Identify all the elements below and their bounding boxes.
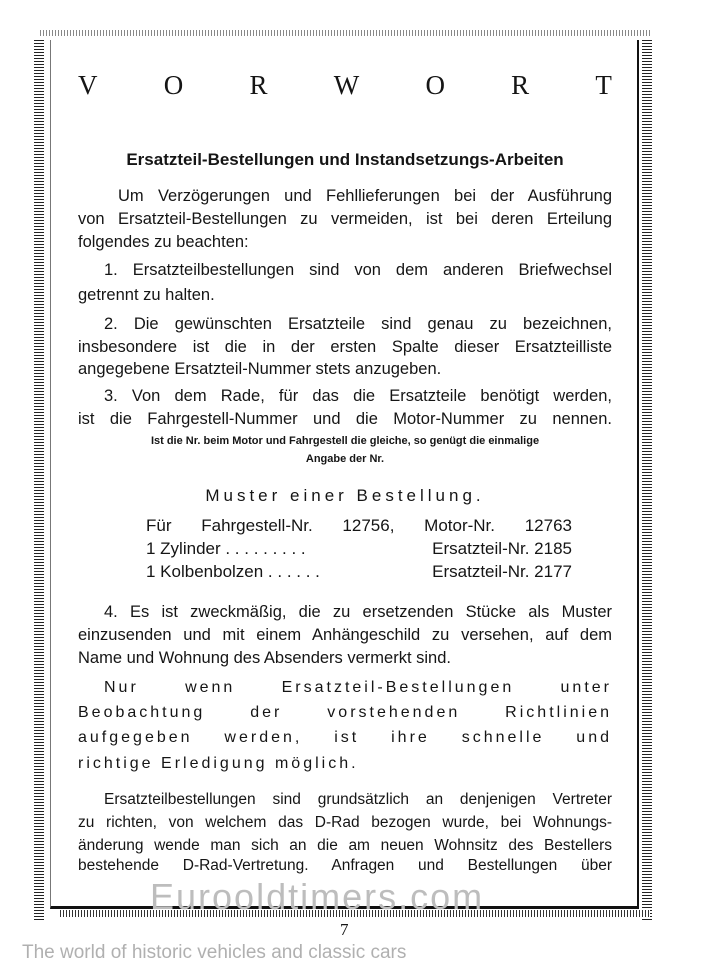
text-line: zu richten, von welchem das D-Rad bezogen wurde, bei Wohnungs-: [78, 814, 612, 831]
title-letter: V: [78, 70, 98, 100]
text-line: Um Verzögerungen und Fehllieferungen bei der Ausführung: [118, 187, 612, 205]
text-line: Ersatzteilbestellungen sind grundsätzlich an denjenigen Vertreter: [104, 791, 612, 808]
item-part: Ersatzteil-Nr. 2177: [432, 562, 572, 581]
scan-edge-left: [34, 40, 44, 920]
note-line: Angabe der Nr.: [305, 453, 385, 465]
text-line: ist die Fahrgestell-Nummer und die Motor-Nummer zu nennen.: [78, 410, 612, 428]
text-line: änderung wende man sich an die am neuen Wohnsitz des Bestellers: [78, 837, 612, 854]
watermark-tagline: The world of historic vehicles and classic cars: [22, 942, 407, 963]
example-item: [146, 539, 572, 559]
title-letter: T: [595, 70, 612, 100]
watermark: Eurooldtimers.com: [150, 876, 485, 917]
section-heading: Ersatzteil-Bestellungen und Instandsetzungs-Arbeiten: [126, 150, 564, 169]
example-title: Muster einer Bestellung.: [205, 486, 485, 505]
example-line: Für Fahrgestell-Nr. 12756, Motor-Nr. 12763: [146, 516, 572, 535]
emphasis-line: richtige Erledigung möglich.: [78, 755, 359, 772]
page-number: 7: [340, 920, 349, 939]
text-line: angegebene Ersatzteil-Nummer stets anzugeben.: [78, 360, 442, 378]
title-letter: R: [249, 70, 268, 100]
item-part: Ersatzteil-Nr. 2185: [432, 539, 572, 558]
emphasis-line: aufgegeben werden, ist ihre schnelle und: [78, 729, 612, 746]
text-line: getrennt zu halten.: [78, 286, 215, 304]
item-name: 1 Zylinder . . . . . . . . .: [146, 539, 306, 558]
text-line: 4. Es ist zweckmäßig, die zu ersetzenden Stücke als Muster: [104, 603, 612, 621]
text-line: Name und Wohnung des Absenders vermerkt sind.: [78, 649, 451, 667]
title-letter: R: [511, 70, 530, 100]
text-line: einzusenden und mit einem Anhängeschild zu versehen, auf dem: [78, 626, 612, 644]
item-name: 1 Kolbenbolzen . . . . . .: [146, 562, 320, 581]
text-line: 3. Von dem Rade, für das die Ersatzteile benötigt werden,: [104, 387, 612, 405]
title-letter: W: [333, 70, 360, 100]
title-letter: O: [163, 70, 184, 100]
emphasis-line: Nur wenn Ersatzteil-Bestellungen unter: [104, 679, 612, 696]
text-line: insbesondere ist die in der ersten Spalte dieser Ersatzteilliste: [78, 338, 612, 356]
scan-edge-right: [642, 40, 652, 920]
scan-edge-top: [40, 30, 650, 36]
example-item: [146, 562, 572, 582]
text-line: von Ersatzteil-Bestellungen zu vermeiden, ist bei deren Erteilung: [78, 210, 612, 228]
text-line: bestehende D-Rad-Vertretung. Anfragen und Bestellungen über: [78, 857, 612, 874]
text-line: 2. Die gewünschten Ersatzteile sind genau zu bezeichnen,: [104, 315, 612, 333]
title-letter: O: [425, 70, 445, 100]
emphasis-line: Beobachtung der vorstehenden Richtlinien: [78, 704, 612, 721]
text-line: 1. Ersatzteilbestellungen sind von dem anderen Briefwechsel: [104, 261, 612, 279]
note-line: Ist die Nr. beim Motor und Fahrgestell die gleiche, so genügt die einmalige: [150, 435, 540, 447]
page-frame: [50, 40, 639, 909]
page-title: [78, 70, 612, 101]
text-line: folgendes zu beachten:: [78, 233, 249, 251]
